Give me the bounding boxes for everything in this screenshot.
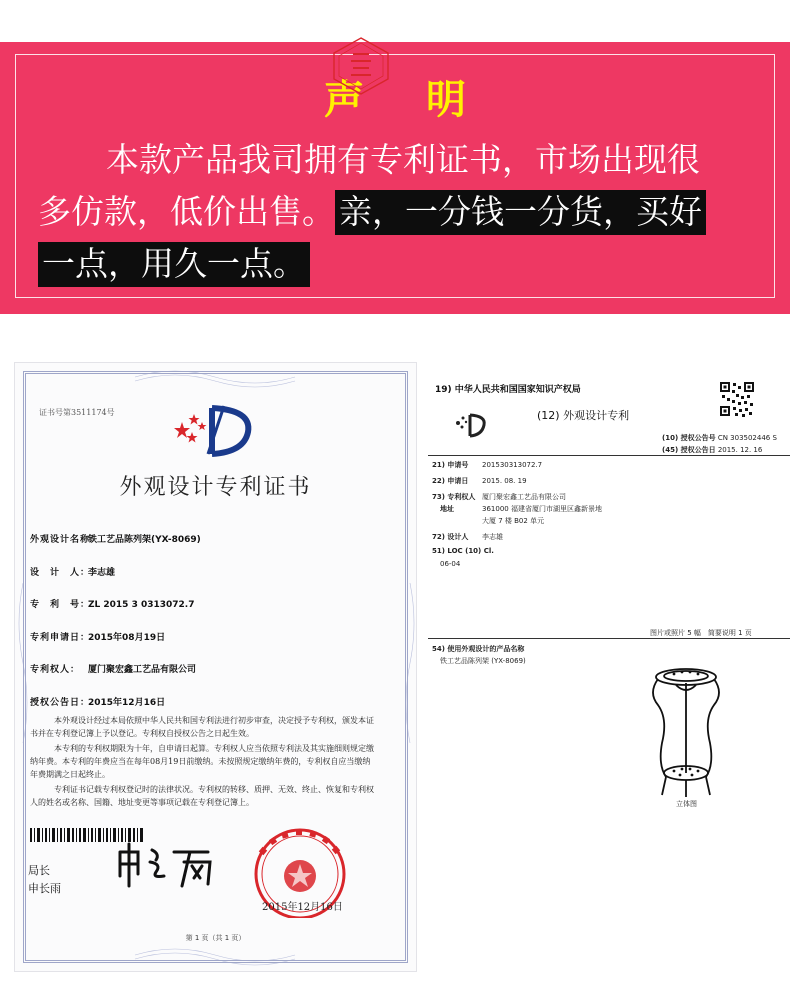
publication-doc-type: (12) 外观设计专利	[537, 409, 630, 422]
certificate-text	[30, 714, 378, 811]
banner-line-2	[38, 186, 768, 238]
director-name: 申长雨	[28, 882, 61, 895]
publication-authority: 19) 中华人民共和国国家知识产权局	[435, 385, 581, 395]
publication-divider-bottom	[428, 638, 790, 639]
field-designer: 设 计 人：李志雄	[30, 568, 116, 578]
certificate-number: 证书号第3511174号	[39, 408, 115, 417]
certificate-paragraph-3: 专利证书记载专利权登记时的法律状况。专利权的转移、质押、无效、终止、恢复和专利权人的姓名或名称、国籍、地址变更等事项记载在专利登记簿上。	[30, 785, 374, 807]
pub-loc: 06-04	[440, 560, 461, 568]
certificate-title: 外观设计专利证书	[119, 475, 312, 500]
display-stand-drawing-icon	[646, 665, 726, 801]
field-design-name: 外观设计名称：铁工艺品陈列架(YX-8069)	[30, 535, 201, 545]
pub-app-date: 22) 申请日 2015. 08. 19	[432, 477, 527, 485]
banner-line-2-plain: 多仿款，低价出售。	[38, 192, 335, 231]
pub-date-line: (45) 授权公告日 2015. 12. 16	[662, 446, 763, 454]
pub-address-2: 大厦 7 楼 B02 单元	[482, 517, 545, 525]
pub-product: 铁工艺品陈列架 (YX-8069)	[440, 657, 526, 665]
banner-line-3	[38, 238, 768, 290]
banner-body	[38, 134, 768, 290]
declaration-banner	[0, 42, 790, 314]
pub-address: 地址 361000 福建省厦门市湖里区鑫新景地	[440, 505, 602, 513]
field-patentee: 专利权人： 厦门聚宏鑫工艺品有限公司	[30, 665, 197, 675]
pub-view-caption: 立体图	[676, 800, 697, 808]
field-filing-date: 专利申请日：2015年08月19日	[30, 633, 166, 643]
pub-loc-label: 51) LOC (10) Cl.	[432, 547, 494, 555]
certificate-paragraph-2: 本专利的专利权期限为十年，自申请日起算。专利权人应当依照专利法及其实施细则规定缴纳年费。本专利的年费应当在每年08月19日前缴纳。未按照规定缴纳年费的，专利权自应当缴纳年费期满之日起终止。	[30, 744, 374, 779]
qr-code-icon	[719, 381, 755, 417]
certificate-paragraph-1: 本外观设计经过本局依照中华人民共和国专利法进行初步审查，决定授予专利权，颁发本证书并在专利登记簿上予以登记。专利权自授权公告之日起生效。	[30, 716, 374, 738]
pub-no-line: (10) 授权公告号 CN 303502446 S	[662, 434, 777, 442]
publication-divider-top	[428, 455, 790, 456]
banner-line-3-highlight: 一点，用久一点。	[38, 242, 310, 287]
director-title: 局长	[28, 864, 50, 877]
banner-title: 声 明	[324, 77, 490, 123]
pub-owner: 73) 专利权人 厦门聚宏鑫工艺品有限公司	[432, 493, 566, 501]
seal-date: 2015年12月16日	[262, 902, 343, 913]
pub-product-label: 54) 使用外观设计的产品名称	[432, 645, 525, 653]
banner-line-1: 本款产品我司拥有专利证书，市场出现很	[106, 140, 700, 179]
certificate-page-footer: 第 1 页（共 1 页）	[185, 934, 246, 942]
field-grant-date: 授权公告日：2015年12月16日	[30, 698, 166, 708]
field-patent-no: 专 利 号：ZL 2015 3 0313072.7	[30, 600, 195, 610]
patent-office-logo-icon	[168, 402, 264, 458]
signature-icon	[112, 840, 222, 890]
publication-logo-icon	[452, 412, 488, 438]
banner-line-2-highlight: 亲，一分钱一分货，买好	[335, 190, 706, 235]
pub-app-no: 21) 申请号 201530313072.7	[432, 461, 543, 469]
small-stamp-icon	[330, 35, 392, 97]
pub-designer: 72) 设计人 李志雄	[432, 533, 503, 541]
pub-pictures-note: 图片或照片 5 幅 简要说明 1 页	[650, 629, 752, 637]
